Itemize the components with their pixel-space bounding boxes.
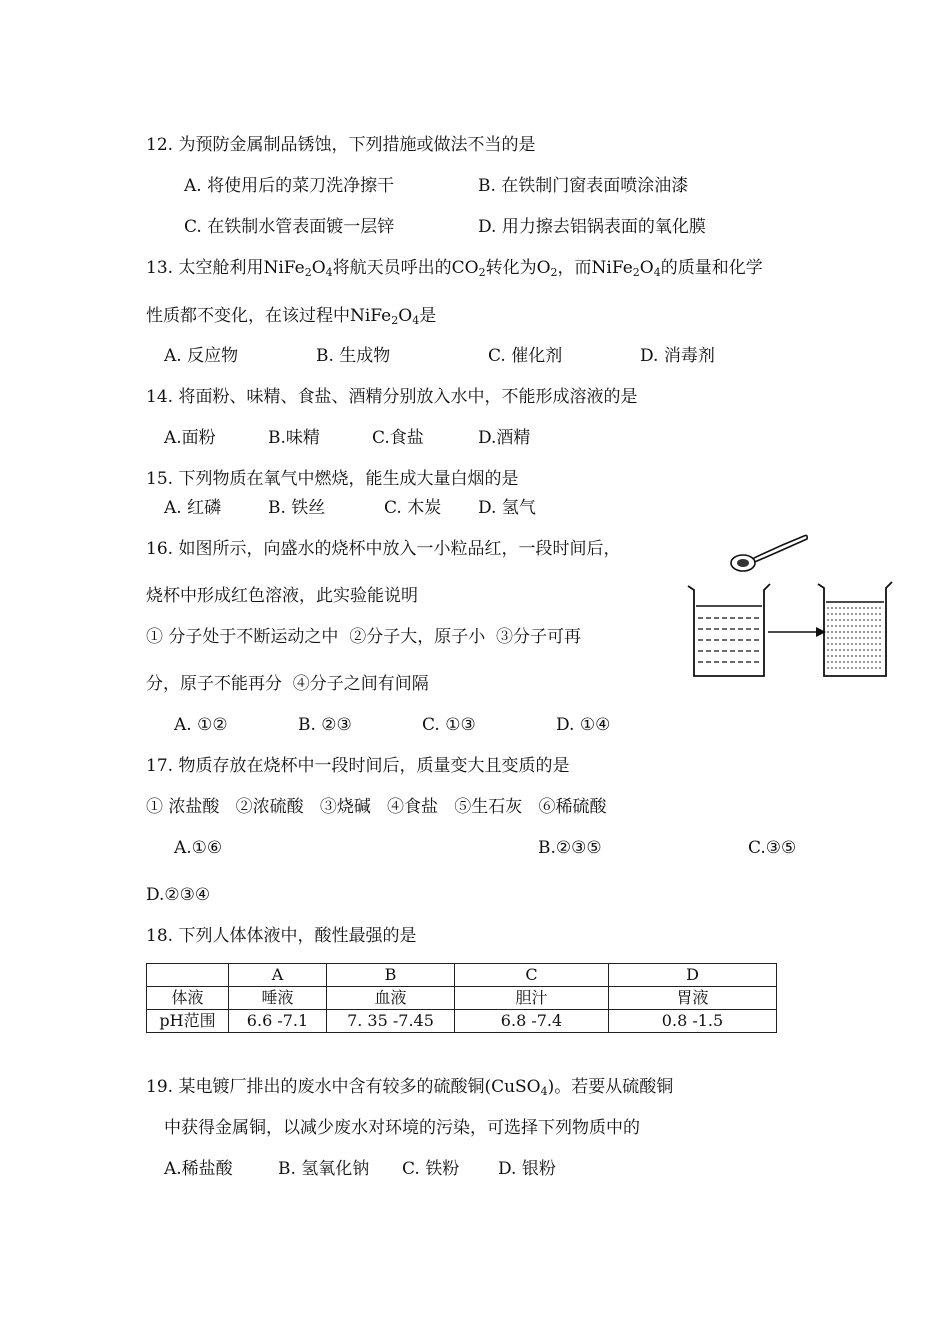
q15-option-a: A. 红磷 <box>164 498 222 518</box>
q19-stem-line2: 中获得金属铜，以减少废水对环境的污染，可选择下列物质中的 <box>164 1118 640 1138</box>
q12-option-b: B. 在铁制门窗表面喷涂油漆 <box>478 176 689 196</box>
q12-option-c: C. 在铁制水管表面镀一层锌 <box>184 217 395 237</box>
q17-option-a: A.①⑥ <box>174 838 223 858</box>
q13-option-c: C. 催化剂 <box>488 346 563 366</box>
q19-option-b: B. 氢氧化钠 <box>278 1159 370 1179</box>
q19-option-d: D. 银粉 <box>498 1159 556 1179</box>
q16-option-c: C. ①③ <box>422 715 476 735</box>
q19-stem-line1: 19. 某电镀厂排出的废水中含有较多的硫酸铜(CuSO$_4$)。若要从硫酸铜 <box>146 1077 674 1098</box>
table-row <box>147 987 777 1010</box>
q14-stem: 14. 将面粉、味精、食盐、酒精分别放入水中，不能形成溶液的是 <box>146 387 638 407</box>
q19-option-a: A.稀盐酸 <box>164 1159 233 1179</box>
q13-stem-line1: 13. 太空舱利用$NiFe_2O_4$将航天员呼出的$CO_2$转化为$O_2$，而$NiFe_2O_4$的质量和化学 <box>146 258 763 279</box>
table-cell: pH范围 <box>147 1010 229 1033</box>
table-cell: 6.6 -7.1 <box>229 1010 327 1033</box>
beaker-diffusion-figure <box>686 528 896 680</box>
q13-option-d: D. 消毒剂 <box>640 346 715 366</box>
q12-stem: 12. 为预防金属制品锈蚀，下列措施或做法不当的是 <box>146 135 536 155</box>
q16-option-b: B. ②③ <box>298 715 352 735</box>
table-cell: 血液 <box>327 987 455 1010</box>
table-row <box>147 1010 777 1033</box>
table-cell <box>147 964 229 987</box>
q15-stem: 15. 下列物质在氧气中燃烧，能生成大量白烟的是 <box>146 469 519 489</box>
q16-statements-line1: ① 分子处于不断运动之中 ②分子大，原子小 ③分子可再 <box>146 627 582 647</box>
table-cell: 胆汁 <box>455 987 609 1010</box>
q16-stem-line1: 16. 如图所示，向盛水的烧杯中放入一小粒品红，一段时间后， <box>146 539 621 559</box>
q15-option-c: C. 木炭 <box>384 498 442 518</box>
beaker-left <box>688 584 770 676</box>
q15-option-b: B. 铁丝 <box>268 498 326 518</box>
q14-option-c: C.食盐 <box>372 428 424 448</box>
q16-statements-line2: 分，原子不能再分 ④分子之间有间隔 <box>146 674 429 694</box>
table-header-row <box>147 964 777 987</box>
table-cell: B <box>327 964 455 987</box>
q17-option-d: D.②③④ <box>146 885 211 905</box>
q17-option-b: B.②③⑤ <box>538 838 602 858</box>
q12-option-a: A. 将使用后的菜刀洗净擦干 <box>184 176 395 196</box>
q19-option-c: C. 铁粉 <box>402 1159 460 1179</box>
table-cell: 胃液 <box>609 987 777 1010</box>
q14-option-a: A.面粉 <box>164 428 216 448</box>
table-cell: D <box>609 964 777 987</box>
q14-option-d: D.酒精 <box>478 428 531 448</box>
q18-stem: 18. 下列人体体液中，酸性最强的是 <box>146 926 417 946</box>
q13-stem-line2: 性质都不变化，在该过程中$NiFe_2O_4$是 <box>146 306 437 327</box>
q17-items: ① 浓盐酸 ②浓硫酸 ③烧碱 ④食盐 ⑤生石灰 ⑥稀硫酸 <box>146 797 607 817</box>
table-cell: A <box>229 964 327 987</box>
spoon-icon <box>731 535 807 571</box>
table-cell: 体液 <box>147 987 229 1010</box>
q13-option-a: A. 反应物 <box>164 346 239 366</box>
q16-option-d: D. ①④ <box>556 715 611 735</box>
q16-option-a: A. ①② <box>174 715 228 735</box>
table-cell: 7. 35 -7.45 <box>327 1010 455 1033</box>
ph-range-table <box>146 963 777 1033</box>
q13-option-b: B. 生成物 <box>316 346 391 366</box>
q12-option-d: D. 用力擦去铝锅表面的氧化膜 <box>478 217 706 237</box>
beaker-right <box>818 582 892 676</box>
table-cell: C <box>455 964 609 987</box>
table-cell: 0.8 -1.5 <box>609 1010 777 1033</box>
table-cell: 6.8 -7.4 <box>455 1010 609 1033</box>
q17-option-c: C.③⑤ <box>748 838 797 858</box>
q14-option-b: B.味精 <box>268 428 320 448</box>
arrow-icon <box>768 627 826 637</box>
q17-stem: 17. 物质存放在烧杯中一段时间后，质量变大且变质的是 <box>146 756 570 776</box>
q16-stem-line2: 烧杯中形成红色溶液，此实验能说明 <box>146 586 418 606</box>
q15-option-d: D. 氢气 <box>478 498 536 518</box>
table-cell: 唾液 <box>229 987 327 1010</box>
